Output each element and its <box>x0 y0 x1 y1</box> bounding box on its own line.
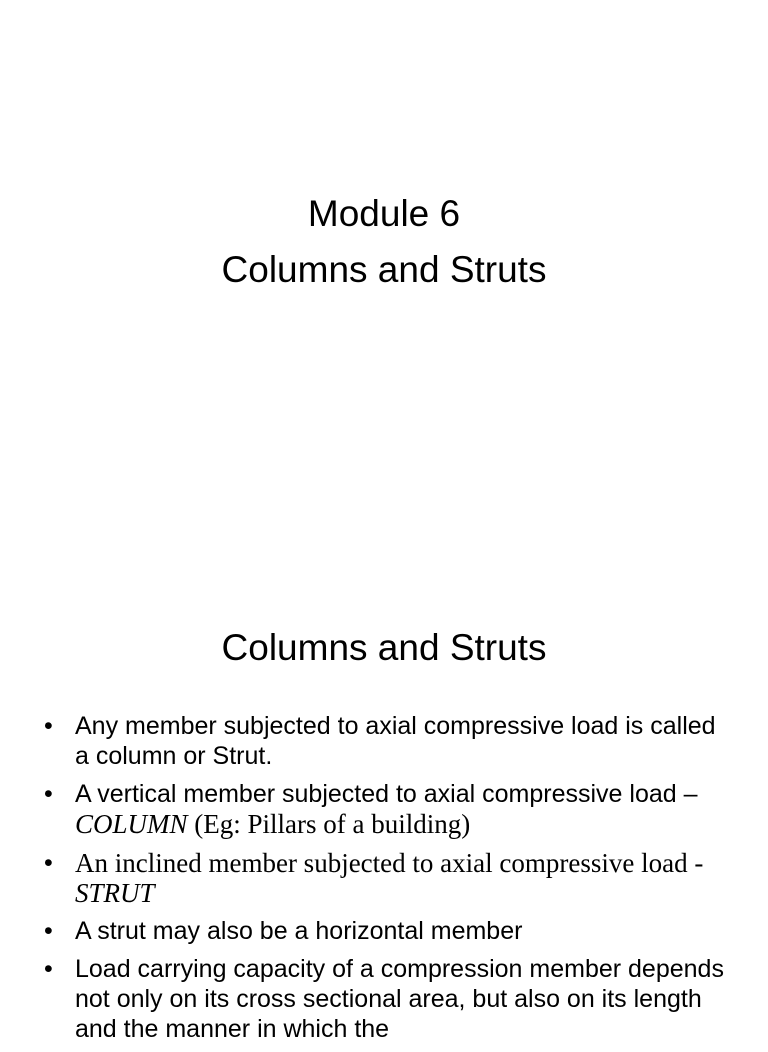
emphasis-column: COLUMN <box>75 809 188 839</box>
bullet-item <box>44 848 734 908</box>
bullet-item <box>44 779 734 840</box>
bullet-text: Any member subjected to axial compressive load is called a column or Strut. <box>75 712 716 770</box>
bullet-text: Load carrying capacity of a compression member depends not only on its cross sectional area, but also on its length and the manner in which the <box>75 955 724 1043</box>
bullet-item <box>44 954 734 1044</box>
bullet-item <box>44 916 734 946</box>
bullet-text: An inclined member subjected to axial compressive load - <box>75 848 704 878</box>
module-subtitle: Columns and Struts <box>221 249 547 290</box>
bullet-item <box>44 711 734 771</box>
slide-heading: Columns and Struts <box>221 627 547 668</box>
bullet-text-example: (Eg: Pillars of a building) <box>187 809 471 839</box>
bullet-text: A vertical member subjected to axial compressive load – <box>75 780 698 808</box>
bullet-text: A strut may also be a horizontal member <box>75 917 523 945</box>
bullet-list <box>44 711 734 1052</box>
module-title: Module 6 <box>307 193 461 234</box>
emphasis-strut: STRUT <box>75 878 155 908</box>
